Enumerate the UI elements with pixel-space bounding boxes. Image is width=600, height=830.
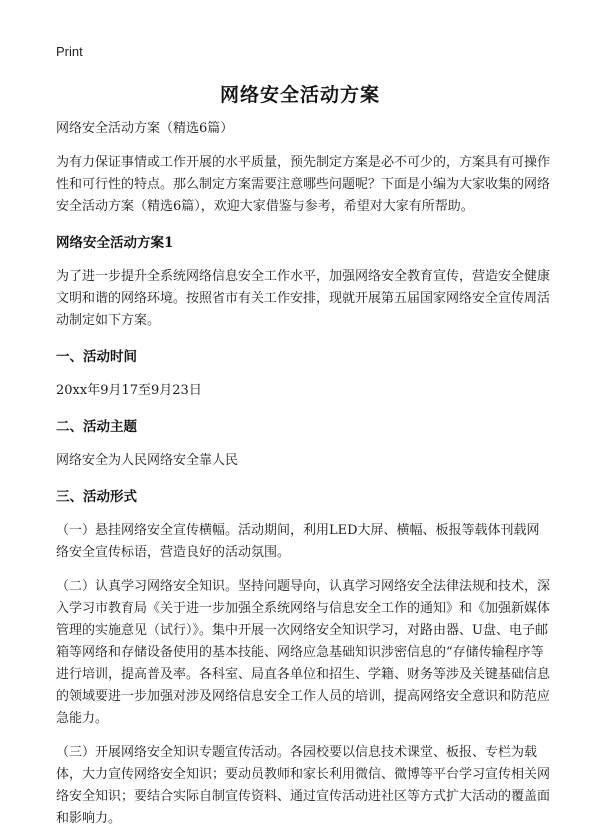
intro-paragraph: 为有力保证事情或工作开展的水平质量，预先制定方案是必不可少的，方案具有可操作性和可行性的特点。那么制定方案需要注意哪些问题呢？下面是小编为大家收集的网络安全活动方案（精选6篇），欢迎大家借鉴与参考，希望对大家有所帮助。 <box>56 155 551 214</box>
section-1-paragraph: 为了进一步提升全系统网络信息安全工作水平，加强网络安全教育宣传，营造安全健康文明和谐的网络环境。按照省市有关工作安排，现就开展第五届国家网络安全宣传周活动制定如下方案。 <box>56 269 551 328</box>
print-link[interactable]: Print <box>56 44 83 59</box>
activity-time-text: 20xx年9月17至9月23日 <box>56 383 202 398</box>
heading-activity-form: 三、活动形式 <box>56 489 137 505</box>
document-body <box>56 118 550 830</box>
heading-activity-theme: 二、活动主题 <box>56 419 137 435</box>
form-item-3: （三）开展网络安全知识专题宣传活动。各园校要以信息技术课堂、板报、专栏为载体，大力宣传网络安全知识；要动员教师和家长利用微信、微博等平台学习宣传相关网络安全知识；要结合实际自制宣传资料、通过宣传活动进社区等方式扩大活动的覆盖面和影响力。 <box>56 745 551 826</box>
section-heading-1: 网络安全活动方案1 <box>56 235 174 251</box>
form-item-1: （一）悬挂网络安全宣传横幅。活动期间，利用LED大屏、横幅、板报等载体刊载网络安全宣传标语，营造良好的活动氛围。 <box>56 523 540 560</box>
document-subtitle: 网络安全活动方案（精选6篇） <box>56 121 234 136</box>
activity-theme-text: 网络安全为人民网络安全靠人民 <box>56 453 239 468</box>
heading-activity-time: 一、活动时间 <box>56 349 137 365</box>
form-item-2: （二）认真学习网络安全知识。坚持问题导向，认真学习网络安全法律法规和技术，深入学习市教育局《关于进一步加强全系统网络与信息安全工作的通知》和《加强新媒体管理的实施意见（试行）》。集中开展一次网络安全知识学习，对路由器、U盘、电子邮箱等网络和存储设备使用的基本技能、网络应急基础知识涉密信息的“存储传输程序等进行培训，提高普及率。各科室、局直各单位和招生、学籍、财务等涉及关键基础信息的领域要进一步加强对涉及网络信息安全工作人员的培训，提高网络安全意识和防范应急能力。 <box>56 579 551 726</box>
page-title: 网络安全活动方案 <box>219 84 380 106</box>
